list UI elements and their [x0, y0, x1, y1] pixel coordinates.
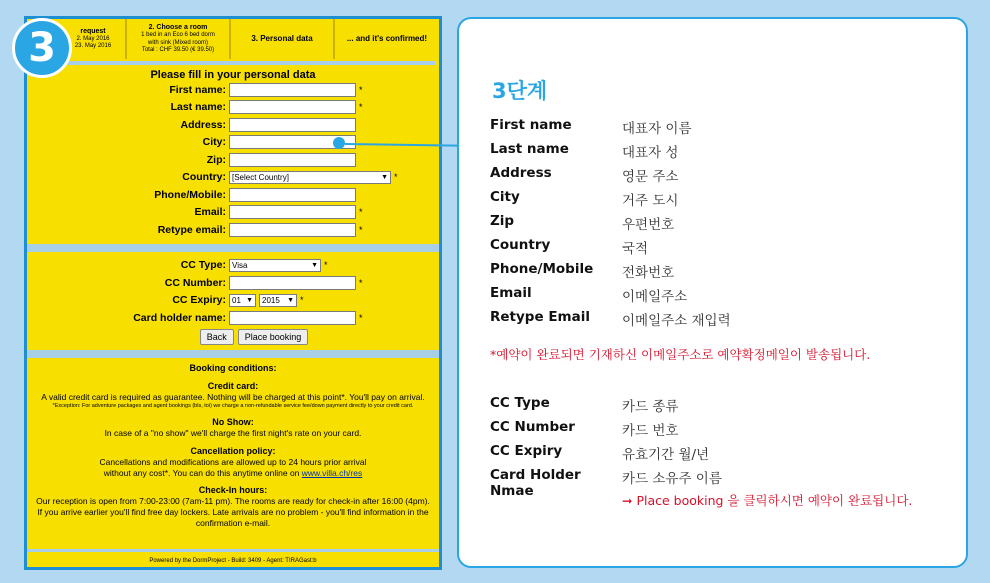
zip-input[interactable]: [229, 153, 356, 167]
address-input[interactable]: [229, 118, 356, 132]
def-address: Address 영문 주소: [490, 165, 679, 185]
email-row: Email: *: [194, 206, 363, 219]
def-cc-expiry: CC Expiry 유효기간 월/년: [490, 443, 710, 463]
checkin-section: Check-In hours: Our reception is open from 7:00-23:00 (7am-11 pm). The rooms are ready for check-in after 16:00 (4pm). If you arrive earlier you'll find free day lockers. Late arrivals are no problem - you'll find information in the confirmation e-mail.: [36, 485, 430, 528]
country-select[interactable]: [Select Country] ▼: [229, 171, 391, 184]
city-row: City:: [27, 134, 439, 152]
last-name-row: Last name: *: [170, 101, 363, 114]
step-choose-room: 2. Choose a room 1 bed in an Eco 6 bed dorm with sink (Mixed room) Total : CHF 39.50 (€ 39.50): [127, 19, 229, 59]
conditions-title: Booking conditions:: [189, 362, 277, 373]
retype-email-input[interactable]: [229, 223, 356, 237]
footer: Powered by the DormProject - Build: 3409 - Agent: TIRAGast:b: [27, 549, 439, 567]
step-personal-data: 3. Personal data: [231, 19, 333, 59]
booking-conditions: [27, 363, 439, 529]
cc-type-row: CC Type: Visa ▼ *: [180, 259, 328, 272]
last-name-input[interactable]: [229, 100, 356, 114]
def-email: Email 이메일주소: [490, 285, 688, 305]
cancellation-section: Cancellation policy: Cancellations and modifications are allowed up to 24 hours prior arrival without any cost*. You can do this anytime online on www.villa.ch/res: [99, 445, 367, 478]
section-divider: [27, 350, 439, 358]
country-row: Country: [Select Country] ▼ *: [182, 171, 398, 184]
zip-row: Zip:: [27, 151, 439, 169]
retype-email-row: Retype email: *: [157, 223, 363, 236]
chevron-down-icon: ▼: [381, 173, 388, 181]
first-name-row: First name: *: [169, 83, 363, 96]
pointer-dot-icon: [333, 137, 345, 149]
chevron-down-icon: ▼: [311, 261, 318, 269]
form-buttons: [27, 329, 439, 345]
cc-expiry-row: CC Expiry: 01 ▼ 2015 ▼ *: [172, 294, 304, 307]
def-card-holder: Card Holder Nmae 카드 소유주 이름: [490, 467, 722, 499]
def-cc-type: CC Type 카드 종류: [490, 395, 679, 415]
expiry-year-select[interactable]: 2015 ▼: [259, 294, 297, 307]
cc-type-select[interactable]: Visa ▼: [229, 259, 321, 272]
place-booking-note: ➞ Place booking 을 클릭하시면 예약이 완료됩니다.: [622, 493, 913, 508]
credit-card-section: Credit card: A valid credit card is required as guarantee. Nothing will be charged at this point*. You'll pay on arrival. *Exception: For adventure packages and agent bookings (bls, toi) we charge a non-refundable service fee/down payment directly to your credit card.: [41, 380, 425, 409]
def-country: Country 국적: [490, 237, 649, 257]
no-show-section: No Show: In case of a "no show" we'll charge the first night's rate on your card.: [104, 416, 362, 439]
booking-screenshot: [24, 16, 442, 570]
expiry-month-select[interactable]: 01 ▼: [229, 294, 256, 307]
section-divider: [27, 244, 439, 252]
explanation-panel: [457, 17, 968, 568]
back-button[interactable]: Back: [200, 329, 234, 345]
panel-heading: 3단계: [492, 79, 548, 103]
step-confirmed: ... and it's confirmed!: [335, 19, 439, 59]
place-booking-button[interactable]: Place booking: [238, 329, 309, 345]
phone-row: Phone/Mobile:: [27, 186, 439, 204]
cc-number-row: CC Number: *: [164, 276, 363, 289]
def-city: City 거주 도시: [490, 189, 679, 209]
chevron-down-icon: ▼: [287, 296, 294, 304]
email-confirmation-note: *예약이 완료되면 기재하신 이메일주소로 예약확정메일이 발송됩니다.: [490, 347, 871, 362]
def-retype-email: Retype Email 이메일주소 재입력: [490, 309, 731, 329]
phone-input[interactable]: [229, 188, 356, 202]
cc-number-input[interactable]: [229, 276, 356, 290]
reservation-link[interactable]: www.villa.ch/res: [301, 467, 363, 478]
card-holder-input[interactable]: [229, 311, 356, 325]
step-request: request 2. May 2016 23. May 2016: [27, 19, 125, 59]
email-input[interactable]: [229, 205, 356, 219]
divider: [31, 61, 435, 65]
chevron-down-icon: ▼: [246, 296, 253, 304]
def-last-name: Last name 대표자 성: [490, 141, 679, 161]
form-title: Please fill in your personal data: [150, 69, 316, 81]
def-first-name: First name 대표자 이름: [490, 117, 692, 137]
def-cc-number: CC Number 카드 번호: [490, 419, 679, 439]
card-holder-row: Card holder name: *: [133, 311, 363, 324]
first-name-input[interactable]: [229, 83, 356, 97]
def-zip: Zip 우편번호: [490, 213, 675, 233]
def-phone: Phone/Mobile 전화번호: [490, 261, 675, 281]
step-number-badge: 3: [12, 18, 72, 78]
booking-steps: [27, 19, 439, 59]
address-row: Address:: [27, 116, 439, 134]
